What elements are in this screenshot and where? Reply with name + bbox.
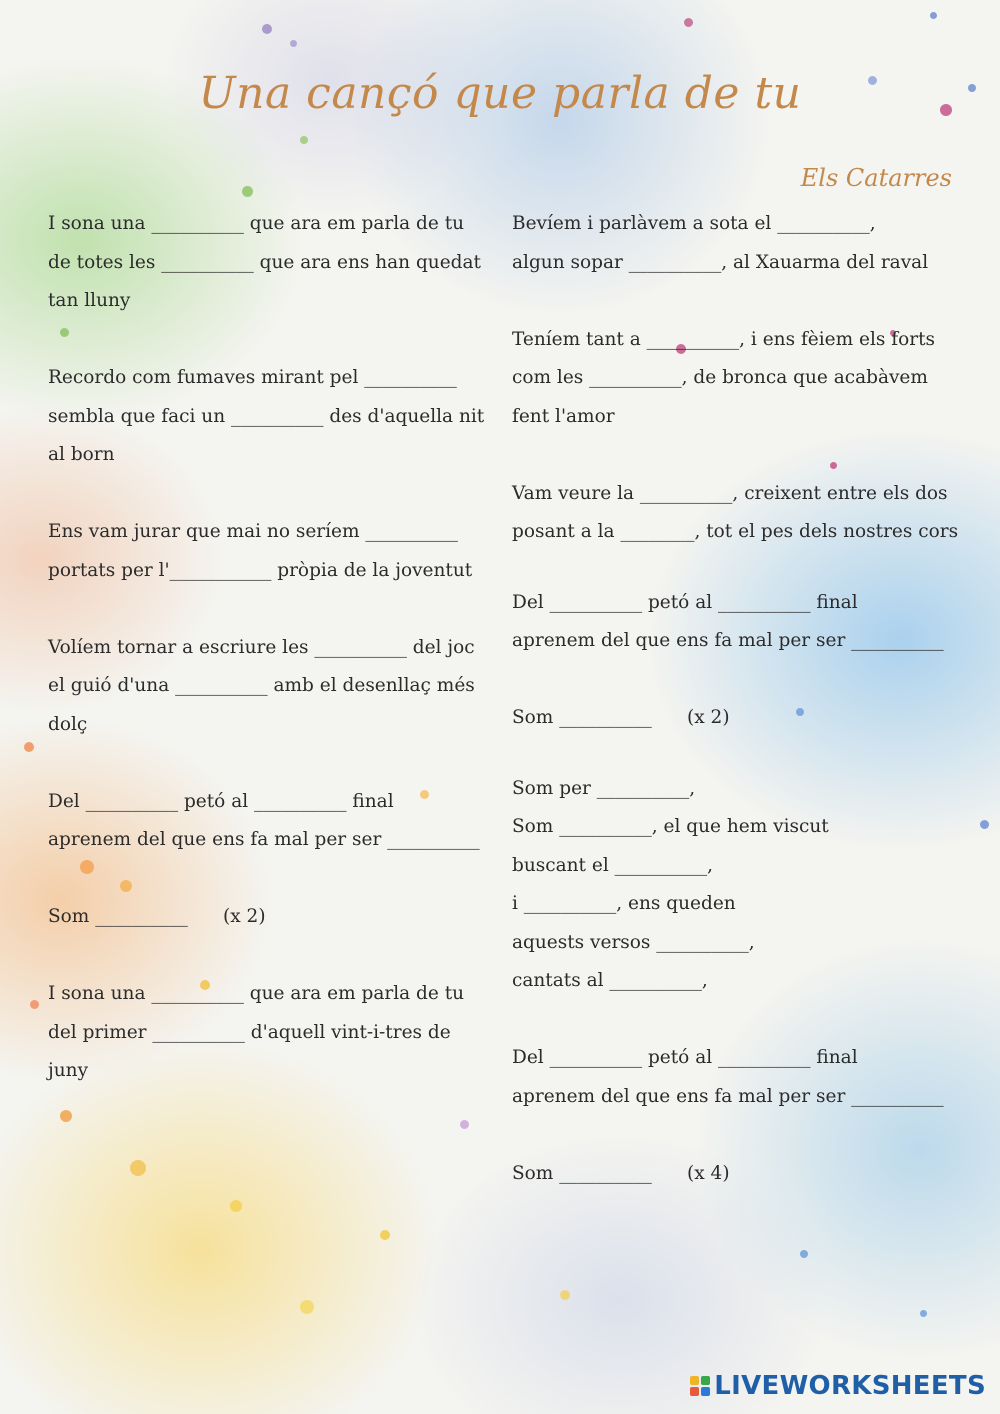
paint-splat	[920, 1310, 927, 1317]
lyric-line: dolç	[48, 713, 88, 735]
paint-splat	[980, 820, 989, 829]
lyric-line: Vam veure la __________, creixent entre els dos	[512, 482, 948, 504]
lyric-line: al born	[48, 444, 115, 465]
paint-splat	[300, 1300, 314, 1314]
lyric-line: Del __________ petó al __________ final	[512, 591, 858, 613]
lyric-line: Del __________ petó al __________ final	[512, 1047, 858, 1068]
lyric-line: aprenem del que ens fa mal per ser __________	[48, 829, 480, 850]
lyric-line: del primer __________ d'aquell vint-i-tres de	[48, 1021, 451, 1043]
lyric-line: buscant el __________,	[512, 854, 713, 876]
lyric-line: tan lluny	[48, 290, 131, 311]
lyric-line: juny	[48, 1060, 89, 1081]
lyric-line: el guió d'una __________ amb el desenllaç més	[48, 675, 475, 696]
liveworksheets-logo-text: LIVEWORKSHEETS	[714, 1371, 986, 1401]
lyric-line: de totes les __________ que ara ens han quedat	[48, 251, 481, 273]
lyric-line: Bevíem i parlàvem a sota el __________,	[512, 213, 876, 234]
lyric-line: Recordo com fumaves mirant pel __________	[48, 367, 457, 388]
paint-splat	[24, 742, 34, 752]
paint-splat	[460, 1120, 469, 1129]
lyric-line: aprenem del que ens fa mal per ser __________	[512, 1085, 944, 1107]
paint-splat	[380, 1230, 390, 1240]
paint-splat	[930, 12, 937, 19]
lyric-line: Som __________ (x 2)	[48, 906, 266, 927]
worksheet-title: Una cançó que parla de tu	[198, 68, 802, 119]
paint-splat	[130, 1160, 146, 1176]
lyric-line: I sona una __________ que ara em parla de tu	[48, 983, 465, 1004]
lyric-line: algun sopar __________, al Xauarma del raval	[512, 251, 929, 273]
lyrics-right-column	[512, 205, 962, 1193]
lyric-line: Som __________ (x 2)	[512, 707, 730, 728]
lyric-line: fent l'amor	[512, 405, 615, 427]
lyric-line: Som __________ (x 4)	[512, 1162, 730, 1184]
lyric-line: Som per __________,	[512, 777, 696, 799]
paint-splat	[290, 40, 297, 47]
paint-splat	[30, 1000, 39, 1009]
lyric-line: Del __________ petó al __________ final	[48, 790, 394, 812]
liveworksheets-logo[interactable]	[690, 1372, 986, 1400]
lyrics-left-column	[48, 205, 488, 1091]
lyric-line: cantats al __________,	[512, 970, 708, 991]
lyric-line: Som __________, el que hem viscut	[512, 816, 829, 837]
artist-name: Els Catarres	[800, 164, 952, 192]
paint-splat	[262, 24, 272, 34]
lyric-line: portats per l'___________ pròpia de la joventut	[48, 559, 473, 581]
lyric-line: I sona una __________ que ara em parla de tu	[48, 213, 465, 234]
paint-splat	[300, 136, 308, 144]
lyric-line: i __________, ens queden	[512, 893, 736, 914]
lyric-line: sembla que faci un __________ des d'aquella nit	[48, 405, 485, 427]
paint-splat	[800, 1250, 808, 1258]
lyric-line: Ens vam jurar que mai no seríem __________	[48, 521, 458, 542]
paint-splat	[560, 1290, 570, 1300]
paint-splat	[684, 18, 693, 27]
lyric-line: Volíem tornar a escriure les __________ del joc	[48, 636, 475, 658]
lyric-line: com les __________, de bronca que acabàvem	[512, 367, 928, 388]
lyric-line: aprenem del que ens fa mal per ser __________	[512, 630, 944, 651]
lyric-line: Teníem tant a __________, i ens fèiem els forts	[512, 328, 936, 350]
paint-splat	[60, 1110, 72, 1122]
paint-splat	[230, 1200, 242, 1212]
lyric-line: aquests versos __________,	[512, 931, 755, 953]
lyric-line: posant a la ________, tot el pes dels nostres cors	[512, 521, 959, 542]
paint-splat	[242, 186, 253, 197]
liveworksheets-logo-icon	[690, 1376, 710, 1396]
